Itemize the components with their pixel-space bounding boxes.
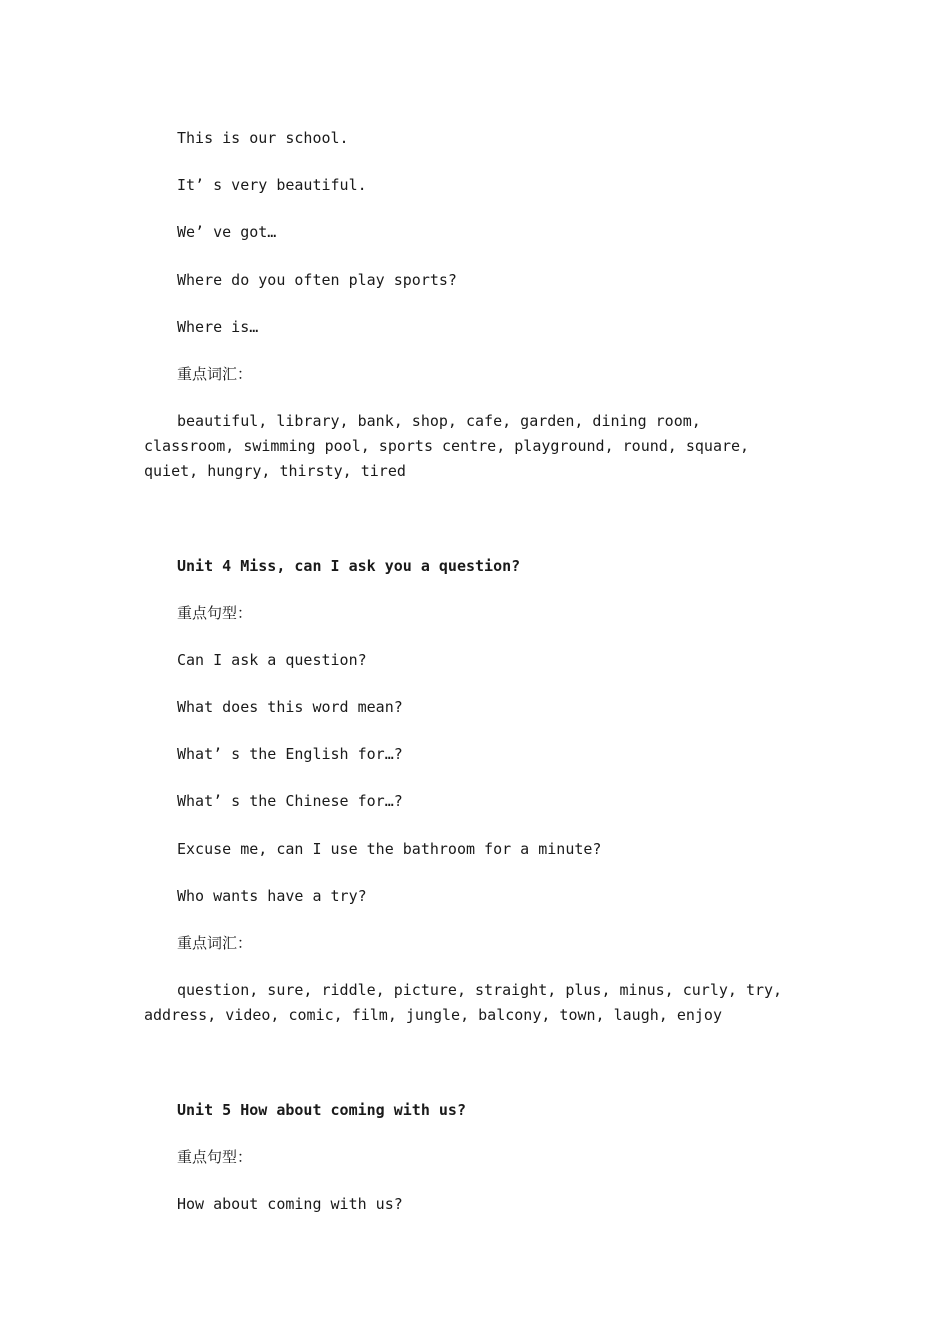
sentence-line: This is our school. [177,129,349,147]
sentence-line: Where is… [177,318,259,336]
vocab-paragraph: question, sure, riddle, picture, straight, plus, minus, curly, try, address, video, comic, film, jungle, balcony, town, laugh, enjoy [144,981,783,1024]
unit-heading: Unit 5 How about coming with us? [177,1101,466,1119]
sentence-line: It’ s very beautiful. [177,176,367,194]
sentence-line: How about coming with us? [177,1195,403,1213]
sentence-line: Where do you often play sports? [177,271,457,289]
sentence-line: Excuse me, can I use the bathroom for a minute? [177,840,602,858]
sentence-line: Can I ask a question? [177,651,367,669]
sentence-line: We’ ve got… [177,223,277,241]
vocab-label: 重点词汇： [177,365,253,383]
sentence-label: 重点句型： [177,1148,253,1166]
sentence-line: What does this word mean? [177,698,403,716]
sentence-line: Who wants have a try? [177,887,367,905]
sentence-line: What’ s the Chinese for…? [177,792,403,810]
sentence-line: What’ s the English for…? [177,745,403,763]
unit-heading: Unit 4 Miss, can I ask you a question? [177,557,521,575]
vocab-paragraph: beautiful, library, bank, shop, cafe, garden, dining room, classroom, swimming pool, sports centre, playground, round, square, quiet, hungry, thirsty, tired [144,412,750,480]
vocab-label: 重点词汇： [177,934,253,952]
sentence-label: 重点句型： [177,604,253,622]
